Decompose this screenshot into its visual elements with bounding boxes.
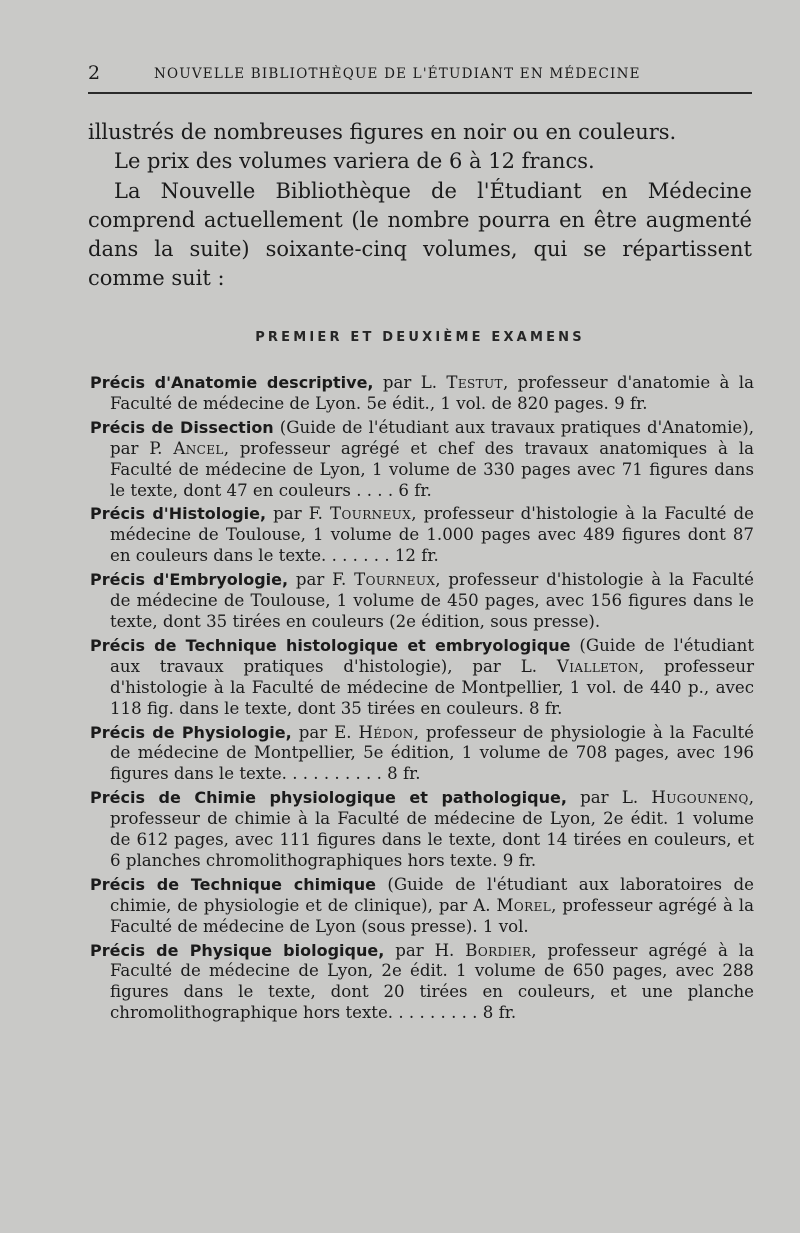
entry-title: Précis de Physique biologique,	[90, 940, 385, 960]
entry-price: 8 fr.	[529, 698, 563, 718]
catalog-entry	[90, 418, 754, 502]
entry-price: 1 vol.	[482, 916, 529, 936]
page-header	[88, 62, 752, 94]
running-title: NOUVELLE BIBLIOTHÈQUE DE L'ÉTUDIANT EN MÉDECINE	[154, 66, 641, 82]
catalog-entry	[90, 723, 754, 786]
entry-body: , professeur d'anatomie à la Faculté de médecine de Lyon. 5e édit., 1 vol. de 820 pages.	[110, 373, 754, 413]
entry-author: Tourneux	[354, 570, 436, 590]
entry-list	[90, 373, 754, 1027]
entry-body: , professeur de physiologie à la Faculté de médecine de Montpellier, 5e édition, 1 volume de 708 pages, avec 196 figures dans le texte. . . . . . . . . .	[110, 722, 754, 784]
entry-by: par H.	[384, 940, 466, 960]
entry-price: 12 fr.	[394, 546, 439, 566]
entry-title: Précis de Dissection	[90, 417, 274, 437]
entry-body: , professeur agrégé à la Faculté de médecine de Lyon, 2e édit. 1 volume de 650 pages, avec 288 figures dans le texte, dont 20 tirées en couleurs, et une planche chromolithographique hors texte. . . . . . . . .	[110, 940, 754, 1023]
entry-price: 6 fr.	[398, 480, 432, 500]
catalog-entry	[90, 875, 754, 938]
intro-text	[88, 118, 752, 294]
entry-title: Précis de Physiologie,	[90, 722, 292, 742]
page-number: 2	[88, 62, 101, 84]
entry-title: Précis de Technique chimique	[90, 874, 376, 894]
entry-body: , professeur d'histologie à la Faculté de médecine de Toulouse, 1 volume de 1.000 pages avec 489 figures dont 87 en couleurs dans le texte. . . . . . .	[110, 504, 754, 566]
entry-title: Précis de Technique histologique et embryologique	[90, 635, 571, 655]
catalog-entry	[90, 636, 754, 720]
entry-title: Précis d'Histologie,	[90, 504, 267, 524]
intro-paragraph: Le prix des volumes variera de 6 à 12 francs.	[114, 149, 595, 174]
entry-by: (Guide de l'étudiant aux laboratoires de chimie, de physiologie et de clinique), par A.	[110, 874, 754, 915]
entry-author: Vialleton	[556, 656, 639, 676]
entry-by: par L.	[373, 373, 447, 392]
intro-paragraph: La Nouvelle Bibliothèque de l'Étudiant en Médecine comprend actuellement (le nombre pourra en être augmenté dans la suite) soixante-cinq volumes, qui se répartissent comme suit :	[88, 178, 752, 291]
entry-author: Hédon	[358, 722, 414, 742]
intro-paragraph: illustrés de nombreuses figures en noir ou en couleurs.	[88, 120, 677, 144]
entry-author: Testut	[446, 373, 503, 392]
entry-author: Hugounenq	[651, 788, 749, 808]
entry-by: (Guide de l'étudiant aux travaux pratiques d'histologie), par L.	[110, 635, 755, 676]
entry-author: Tourneux	[330, 504, 412, 524]
entry-body: , professeur agrégé à la Faculté de médecine de Lyon (sous presse).	[110, 895, 755, 936]
entry-body: , professeur d'histologie à la Faculté de médecine de Toulouse, 1 volume de 450 pages, avec 156 figures dans le texte, dont 35 tirées en couleurs (2e édition, sous presse).	[110, 570, 754, 631]
entry-price: 9 fr.	[502, 850, 537, 870]
entry-price: 9 fr.	[614, 393, 648, 413]
catalog-entry	[90, 504, 754, 567]
catalog-entry	[90, 570, 754, 633]
catalog-entry	[90, 373, 754, 415]
entry-by: par L.	[566, 788, 652, 808]
entry-by: par F.	[266, 504, 331, 524]
entry-author: Bordier	[465, 940, 532, 960]
entry-title: Précis d'Anatomie descriptive,	[90, 373, 374, 392]
entry-author: Ancel	[173, 438, 224, 458]
entry-price: 8 fr.	[482, 1003, 517, 1023]
entry-title: Précis d'Embryologie,	[90, 570, 289, 590]
entry-by: par F.	[288, 570, 355, 590]
catalog-entry	[90, 788, 754, 872]
section-heading: PREMIER ET DEUXIÈME EXAMENS	[255, 330, 585, 345]
entry-by: (Guide de l'étudiant aux travaux pratiques d'Anatomie), par P.	[110, 417, 754, 458]
entry-price: 8 fr.	[387, 764, 421, 784]
catalog-entry	[90, 941, 754, 1025]
entry-by: par E.	[291, 722, 359, 742]
entry-body: , professeur d'histologie à la Faculté de médecine de Montpellier, 1 vol. de 440 p., avec 118 fig. dans le texte, dont 35 tirées en couleurs.	[110, 656, 754, 718]
entry-body: , professeur de chimie à la Faculté de médecine de Lyon, 2e édit. 1 volume de 612 pages, avec 111 figures dans le texte, dont 14 tirées en couleurs, et 6 planches chromolithographiques hors texte.	[110, 788, 754, 870]
entry-author: Morel	[496, 895, 552, 915]
entry-title: Précis de Chimie physiologique et pathologique,	[90, 788, 567, 808]
entry-body: , professeur agrégé et chef des travaux anatomiques à la Faculté de médecine de Lyon, 1 volume de 330 pages avec 71 figures dans le texte, dont 47 en couleurs . . . .	[110, 438, 754, 500]
